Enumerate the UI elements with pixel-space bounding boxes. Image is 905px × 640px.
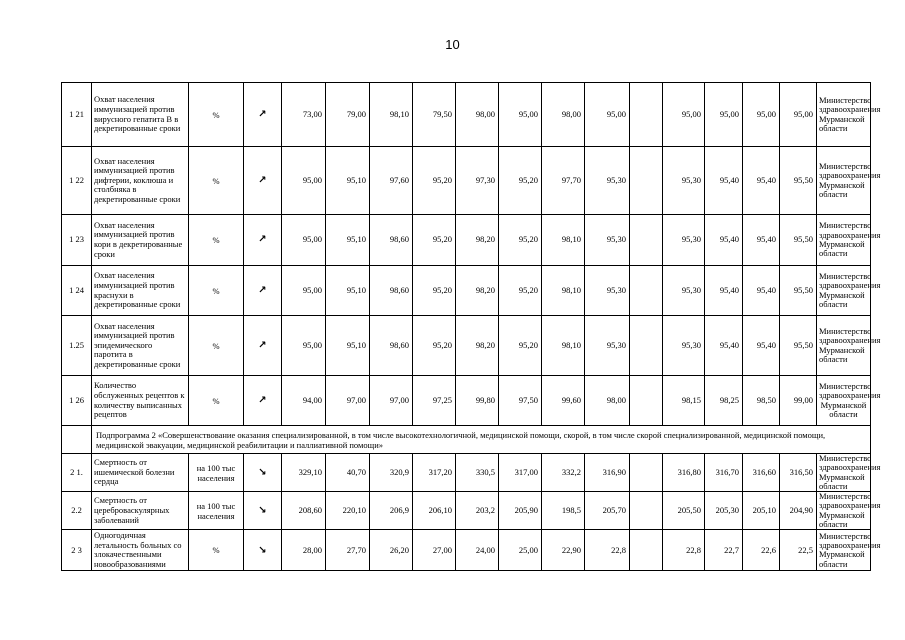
value-cell: 97,70 xyxy=(542,147,585,215)
value-cell: 97,60 xyxy=(370,147,413,215)
trend-cell xyxy=(244,266,282,316)
value-cell: 79,50 xyxy=(413,83,456,147)
indicator-name: Охват населения иммунизацией против вирусного гепатита В в декретированные сроки xyxy=(92,83,189,147)
value-cell: 97,30 xyxy=(456,147,499,215)
indicators-table xyxy=(61,82,881,571)
value-cell: 98,20 xyxy=(456,215,499,266)
unit-cell: % xyxy=(189,147,244,215)
row-number: 1 22 xyxy=(62,147,92,215)
value-cell: 95,20 xyxy=(499,266,542,316)
value-cell: 204,90 xyxy=(780,492,817,530)
trend-cell xyxy=(244,316,282,376)
arrow-down-right-icon: ↘ xyxy=(258,504,267,516)
row-number: 1 24 xyxy=(62,266,92,316)
value-cell: 95,10 xyxy=(326,147,370,215)
responsible-cell: Министерство здравоохранения Мурманской области xyxy=(817,316,871,376)
value-cell: 98,60 xyxy=(370,316,413,376)
value-cell: 95,30 xyxy=(663,147,705,215)
value-cell: 316,60 xyxy=(743,454,780,492)
table-row xyxy=(62,376,871,426)
trend-cell xyxy=(244,376,282,426)
value-cell: 95,30 xyxy=(585,147,630,215)
value-cell xyxy=(630,316,663,376)
value-cell: 208,60 xyxy=(282,492,326,530)
value-cell: 97,00 xyxy=(326,376,370,426)
value-cell: 95,20 xyxy=(413,147,456,215)
responsible-cell: Министерство здравоохранения Мурманской области xyxy=(817,147,871,215)
value-cell: 95,10 xyxy=(326,266,370,316)
value-cell: 95,00 xyxy=(282,266,326,316)
responsible-cell: Министерство здравоохранения Мурманской области xyxy=(817,454,871,492)
value-cell: 205,50 xyxy=(663,492,705,530)
trend-cell xyxy=(244,454,282,492)
value-cell: 220,10 xyxy=(326,492,370,530)
value-cell: 98,00 xyxy=(585,376,630,426)
responsible-cell: Министерство здравоохранения Мурманской области xyxy=(817,83,871,147)
value-cell: 95,40 xyxy=(743,215,780,266)
value-cell: 26,20 xyxy=(370,530,413,571)
value-cell: 205,30 xyxy=(705,492,743,530)
value-cell: 95,30 xyxy=(663,266,705,316)
value-cell: 95,40 xyxy=(705,266,743,316)
row-number: 1 26 xyxy=(62,376,92,426)
value-cell: 98,20 xyxy=(456,266,499,316)
value-cell xyxy=(630,147,663,215)
value-cell: 97,50 xyxy=(499,376,542,426)
value-cell: 95,40 xyxy=(743,147,780,215)
indicator-name: Охват населения иммунизацией против эпидемического паротита в декретированные сроки xyxy=(92,316,189,376)
value-cell: 95,40 xyxy=(743,316,780,376)
value-cell: 95,00 xyxy=(743,83,780,147)
value-cell: 40,70 xyxy=(326,454,370,492)
responsible-cell: Министерство здравоохранения Мурманской области xyxy=(817,215,871,266)
indicator-name: Количество обслуженных рецептов к количеству выписанных рецептов xyxy=(92,376,189,426)
value-cell: 95,50 xyxy=(780,215,817,266)
value-cell: 95,00 xyxy=(585,83,630,147)
value-cell: 95,20 xyxy=(499,215,542,266)
value-cell xyxy=(630,376,663,426)
value-cell: 27,00 xyxy=(413,530,456,571)
unit-cell: % xyxy=(189,316,244,376)
indicator-name: Смертность от ишемической болезни сердца xyxy=(92,454,189,492)
table-row xyxy=(62,492,871,530)
value-cell: 98,10 xyxy=(370,83,413,147)
value-cell: 27,70 xyxy=(326,530,370,571)
subprogram-row xyxy=(62,426,871,454)
value-cell: 22,8 xyxy=(585,530,630,571)
value-cell: 98,10 xyxy=(542,316,585,376)
responsible-cell: Министерство здравоохранения Мурманской области xyxy=(817,266,871,316)
value-cell: 98,00 xyxy=(542,83,585,147)
arrow-up-right-icon: ↗ xyxy=(258,234,267,246)
unit-cell: % xyxy=(189,215,244,266)
value-cell: 98,60 xyxy=(370,215,413,266)
arrow-down-right-icon: ↘ xyxy=(258,466,267,478)
page-number: 10 xyxy=(445,37,460,52)
value-cell: 95,20 xyxy=(413,266,456,316)
value-cell: 95,00 xyxy=(282,316,326,376)
value-cell xyxy=(630,215,663,266)
value-cell: 98,60 xyxy=(370,266,413,316)
value-cell: 332,2 xyxy=(542,454,585,492)
subprogram-title: Подпрограмма 2 «Совершенствование оказания специализированной, в том числе высокотехнологичной, медицинской помощи, скорой, в том числе скорой специализированной, медицинской помощи, медицинской эвакуации, медицинской реабилитации и паллиативной помощи» xyxy=(92,426,871,454)
arrow-up-right-icon: ↗ xyxy=(258,284,267,296)
value-cell: 95,50 xyxy=(780,316,817,376)
value-cell: 203,2 xyxy=(456,492,499,530)
value-cell: 317,20 xyxy=(413,454,456,492)
value-cell: 95,00 xyxy=(663,83,705,147)
unit-cell: % xyxy=(189,266,244,316)
value-cell: 320,9 xyxy=(370,454,413,492)
value-cell: 98,20 xyxy=(456,316,499,376)
row-number: 2 1. xyxy=(62,454,92,492)
trend-cell xyxy=(244,83,282,147)
value-cell: 95,20 xyxy=(413,316,456,376)
value-cell: 98,10 xyxy=(542,266,585,316)
trend-cell xyxy=(244,147,282,215)
table-row xyxy=(62,266,871,316)
row-number: 2.2 xyxy=(62,492,92,530)
value-cell: 95,30 xyxy=(585,266,630,316)
value-cell: 95,20 xyxy=(499,316,542,376)
value-cell: 98,10 xyxy=(542,215,585,266)
value-cell: 205,90 xyxy=(499,492,542,530)
value-cell: 95,40 xyxy=(705,215,743,266)
indicator-name: Одногодичная летальность больных со злокачественными новообразованиями xyxy=(92,530,189,571)
value-cell: 99,00 xyxy=(780,376,817,426)
subprogram-num-cell xyxy=(62,426,92,454)
value-cell: 95,10 xyxy=(326,215,370,266)
arrow-up-right-icon: ↗ xyxy=(258,108,267,120)
value-cell: 317,00 xyxy=(499,454,542,492)
value-cell xyxy=(630,530,663,571)
value-cell: 330,5 xyxy=(456,454,499,492)
value-cell: 206,10 xyxy=(413,492,456,530)
value-cell: 97,00 xyxy=(370,376,413,426)
value-cell: 95,20 xyxy=(499,147,542,215)
value-cell xyxy=(630,83,663,147)
value-cell: 198,5 xyxy=(542,492,585,530)
value-cell: 95,30 xyxy=(585,215,630,266)
value-cell xyxy=(630,492,663,530)
value-cell: 95,00 xyxy=(705,83,743,147)
value-cell: 95,40 xyxy=(705,147,743,215)
trend-cell xyxy=(244,215,282,266)
arrow-up-right-icon: ↗ xyxy=(258,174,267,186)
value-cell: 98,50 xyxy=(743,376,780,426)
value-cell: 95,00 xyxy=(780,83,817,147)
unit-cell: на 100 тыс населения xyxy=(189,454,244,492)
value-cell: 99,80 xyxy=(456,376,499,426)
value-cell: 95,10 xyxy=(326,316,370,376)
unit-cell: % xyxy=(189,530,244,571)
value-cell: 98,15 xyxy=(663,376,705,426)
indicator-name: Смертность от цереброваскулярных заболеваний xyxy=(92,492,189,530)
responsible-cell: Министерство здравоохранения Мурманской области xyxy=(817,530,871,571)
value-cell: 95,50 xyxy=(780,266,817,316)
value-cell: 99,60 xyxy=(542,376,585,426)
value-cell: 95,30 xyxy=(585,316,630,376)
value-cell: 316,80 xyxy=(663,454,705,492)
indicator-name: Охват населения иммунизацией против кори в декретированные сроки xyxy=(92,215,189,266)
value-cell: 95,30 xyxy=(663,215,705,266)
unit-cell: % xyxy=(189,376,244,426)
table-row xyxy=(62,316,871,376)
value-cell: 94,00 xyxy=(282,376,326,426)
value-cell: 205,10 xyxy=(743,492,780,530)
unit-cell: % xyxy=(189,83,244,147)
value-cell: 95,00 xyxy=(282,215,326,266)
value-cell: 95,20 xyxy=(413,215,456,266)
value-cell: 95,40 xyxy=(705,316,743,376)
table-row xyxy=(62,454,871,492)
value-cell: 316,70 xyxy=(705,454,743,492)
value-cell: 95,40 xyxy=(743,266,780,316)
value-cell: 22,5 xyxy=(780,530,817,571)
value-cell: 329,10 xyxy=(282,454,326,492)
table-row xyxy=(62,83,871,147)
row-number: 2 3 xyxy=(62,530,92,571)
value-cell xyxy=(630,266,663,316)
value-cell: 98,00 xyxy=(456,83,499,147)
arrow-down-right-icon: ↘ xyxy=(258,544,267,556)
indicator-name: Охват населения иммунизацией против дифтерии, коклюша и столбняка в декретированные сроки xyxy=(92,147,189,215)
value-cell: 22,7 xyxy=(705,530,743,571)
value-cell: 316,90 xyxy=(585,454,630,492)
indicator-name: Охват населения иммунизацией против краснухи в декретированные сроки xyxy=(92,266,189,316)
value-cell: 73,00 xyxy=(282,83,326,147)
responsible-cell: Министерство здравоохранения Мурманской области xyxy=(817,492,871,530)
value-cell xyxy=(630,454,663,492)
arrow-up-right-icon: ↗ xyxy=(258,394,267,406)
value-cell: 25,00 xyxy=(499,530,542,571)
value-cell: 97,25 xyxy=(413,376,456,426)
row-number: 1.25 xyxy=(62,316,92,376)
value-cell: 205,70 xyxy=(585,492,630,530)
value-cell: 28,00 xyxy=(282,530,326,571)
row-number: 1 23 xyxy=(62,215,92,266)
value-cell: 24,00 xyxy=(456,530,499,571)
value-cell: 95,50 xyxy=(780,147,817,215)
value-cell: 79,00 xyxy=(326,83,370,147)
trend-cell xyxy=(244,530,282,571)
value-cell: 95,00 xyxy=(282,147,326,215)
table-row xyxy=(62,147,871,215)
value-cell: 22,8 xyxy=(663,530,705,571)
value-cell: 206,9 xyxy=(370,492,413,530)
table-row xyxy=(62,215,871,266)
value-cell: 98,25 xyxy=(705,376,743,426)
value-cell: 95,00 xyxy=(499,83,542,147)
value-cell: 22,6 xyxy=(743,530,780,571)
row-number: 1 21 xyxy=(62,83,92,147)
responsible-cell: Министерство здравоохранения Мурманской области xyxy=(817,376,871,426)
value-cell: 95,30 xyxy=(663,316,705,376)
value-cell: 22,90 xyxy=(542,530,585,571)
value-cell: 316,50 xyxy=(780,454,817,492)
trend-cell xyxy=(244,492,282,530)
unit-cell: на 100 тыс населения xyxy=(189,492,244,530)
arrow-up-right-icon: ↗ xyxy=(258,339,267,351)
table-row xyxy=(62,530,871,571)
